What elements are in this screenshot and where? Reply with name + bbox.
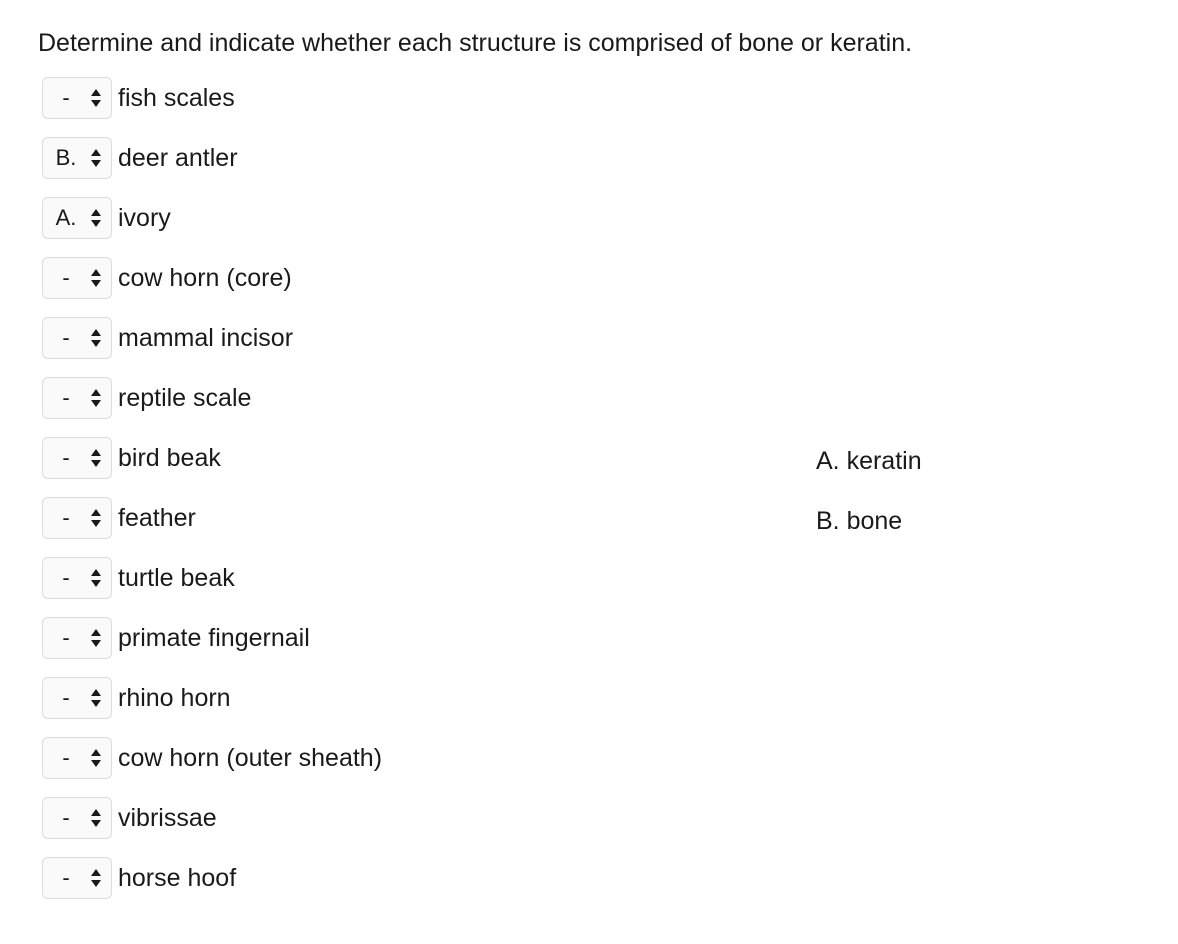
answer-select[interactable] (42, 197, 112, 239)
answer-select[interactable] (42, 257, 112, 299)
answer-select-value: - (62, 445, 70, 470)
matching-row (42, 736, 742, 796)
matching-row (42, 496, 742, 556)
answer-select-value: - (62, 865, 70, 890)
up-down-arrows-icon (90, 328, 102, 348)
structure-label: feather (118, 504, 196, 532)
answer-select[interactable] (42, 137, 112, 179)
up-down-arrows-icon (90, 748, 102, 768)
option-bone: B. bone (816, 507, 903, 535)
matching-row (42, 196, 742, 256)
answer-select-value: A. (55, 205, 77, 230)
up-down-arrows-icon (90, 628, 102, 648)
structure-label: deer antler (118, 144, 238, 172)
up-down-arrows-icon (90, 448, 102, 468)
up-down-arrows-icon (90, 88, 102, 108)
structure-label: mammal incisor (118, 324, 294, 352)
answer-select-value: - (62, 805, 70, 830)
answer-select[interactable] (42, 437, 112, 479)
answer-select-value: - (62, 745, 70, 770)
up-down-arrows-icon (90, 508, 102, 528)
structure-label: cow horn (core) (118, 264, 292, 292)
structure-label: bird beak (118, 444, 221, 472)
structure-label: ivory (118, 204, 171, 232)
answer-select-value: - (62, 325, 70, 350)
up-down-arrows-icon (90, 568, 102, 588)
answer-select-value: B. (55, 145, 77, 170)
answer-select-value: - (62, 625, 70, 650)
answer-select-value: - (62, 565, 70, 590)
up-down-arrows-icon (90, 688, 102, 708)
question-text: Determine and indicate whether each structure is comprised of bone or keratin. (38, 29, 913, 57)
structure-label: horse hoof (118, 864, 237, 892)
answer-select-value: - (62, 85, 70, 110)
answer-select[interactable] (42, 797, 112, 839)
answer-options (816, 436, 922, 556)
up-down-arrows-icon (90, 208, 102, 228)
answer-select-value: - (62, 265, 70, 290)
structure-label: fish scales (118, 84, 235, 112)
structure-label: turtle beak (118, 564, 235, 592)
up-down-arrows-icon (90, 148, 102, 168)
structure-label: reptile scale (118, 384, 252, 412)
structure-label: primate fingernail (118, 624, 310, 652)
answer-select[interactable] (42, 377, 112, 419)
answer-select-value: - (62, 505, 70, 530)
matching-row (42, 136, 742, 196)
matching-row (42, 76, 742, 136)
answer-select[interactable] (42, 857, 112, 899)
up-down-arrows-icon (90, 868, 102, 888)
answer-select[interactable] (42, 617, 112, 659)
structure-label: cow horn (outer sheath) (118, 744, 383, 772)
matching-row (42, 796, 742, 856)
matching-row (42, 856, 742, 916)
up-down-arrows-icon (90, 268, 102, 288)
up-down-arrows-icon (90, 808, 102, 828)
answer-select[interactable] (42, 77, 112, 119)
matching-row (42, 616, 742, 676)
answer-select-value: - (62, 685, 70, 710)
matching-row (42, 676, 742, 736)
matching-list (42, 76, 742, 916)
answer-select[interactable] (42, 317, 112, 359)
matching-row (42, 436, 742, 496)
answer-select[interactable] (42, 737, 112, 779)
structure-label: vibrissae (118, 804, 217, 832)
matching-row (42, 556, 742, 616)
up-down-arrows-icon (90, 388, 102, 408)
option-keratin: A. keratin (816, 447, 922, 475)
structure-label: rhino horn (118, 684, 231, 712)
answer-select-value: - (62, 385, 70, 410)
matching-row (42, 256, 742, 316)
matching-row (42, 316, 742, 376)
matching-row (42, 376, 742, 436)
answer-select[interactable] (42, 677, 112, 719)
answer-select[interactable] (42, 557, 112, 599)
answer-select[interactable] (42, 497, 112, 539)
